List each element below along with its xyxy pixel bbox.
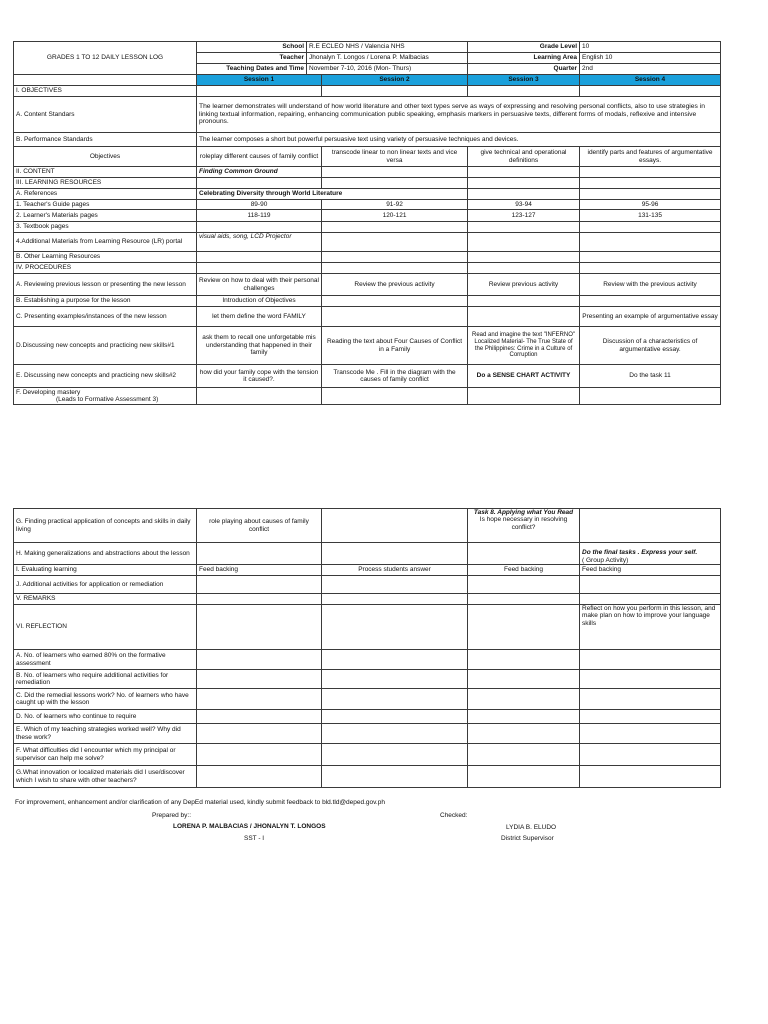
proc-a-s2: Review the previous activity xyxy=(322,274,468,296)
checked-label: Checked: xyxy=(440,812,468,819)
proc-b-s1: Introduction of Objectives xyxy=(197,296,322,307)
proc-e-s3: Do a SENSE CHART ACTIVITY xyxy=(468,365,580,388)
question-e: E. Which of my teaching strategies worked well? Why did these work? xyxy=(14,724,197,744)
lesson-log-table-page1 xyxy=(13,41,721,405)
teacher-value: Jhonalyn T. Longos / Lorena P. Malbacias xyxy=(306,53,429,63)
learning-resources-label: III. LEARNING RESOURCES xyxy=(14,178,197,189)
proc-d-label: D.Discussing new concepts and practicing new skills#1 xyxy=(14,327,197,365)
other-resources-label: B. Other Learning Resources xyxy=(14,252,197,263)
dates-label: Teaching Dates and Time xyxy=(226,65,304,73)
question-b: B. No. of learners who require additional activities for remediation xyxy=(14,670,197,689)
proc-d-s4: Discussion of a characteristics of argumentative essay. xyxy=(580,327,721,365)
question-f: F. What difficulties did I encounter which my principal or supervisor can help me solve? xyxy=(14,744,197,766)
proc-g-s3: Task 8. Applying what You Read Is hope necessary in resolving conflict? xyxy=(468,509,580,543)
proc-c-s1: let them define the word FAMILY xyxy=(197,307,322,327)
content-standards-label: A. Content Standars xyxy=(14,97,197,133)
session-1-header: Session 1 xyxy=(197,75,322,86)
references-label: A. References xyxy=(14,189,197,200)
teacher-label: Teacher xyxy=(279,54,304,62)
lesson-log-table-page2 xyxy=(13,508,721,788)
proc-e-label: E. Discussing new concepts and practicing new skills#2 xyxy=(14,365,197,388)
proc-h-label: H. Making generalizations and abstractions about the lesson xyxy=(14,543,197,565)
quarter-value: 2nd xyxy=(580,64,721,75)
proc-d-s3: Read and imagine the text "INFERNO" Localized Material- The True State of the Philippines: Crime in a Culture of Corruption xyxy=(468,327,580,365)
prepared-by-label: Prepared by:: xyxy=(152,812,192,819)
proc-d-s1: ask them to recall one unforgetable mis understanding that happened in their family xyxy=(197,327,322,365)
reflection-s4: Reflect on how you perform in this lesson, and make plan on how to improve your language skills xyxy=(580,605,721,650)
proc-i-s4: Feed backing xyxy=(580,565,721,576)
school-value: R.E ECLEO NHS / Valencia NHS xyxy=(306,42,405,52)
feedback-note: For improvement, enhancement and/or clarification of any DepEd material used, kindly submit feedback to bld.tld@deped.gov.ph xyxy=(15,799,385,806)
school-label: School xyxy=(282,43,304,51)
tg-pages-s3: 93-94 xyxy=(468,200,580,210)
proc-a-s1: Review on how to deal with their personal challenges xyxy=(197,274,322,296)
proc-i-label: I. Evaluating learning xyxy=(14,565,197,576)
proc-g-label: G. Finding practical application of concepts and skills in daily living xyxy=(14,509,197,543)
question-d: D. No. of learners who continue to require xyxy=(14,710,197,724)
proc-a-s3: Review previous activity xyxy=(468,274,580,296)
proc-h-s4: Do the final tasks . Express your self. ( Group Activity) xyxy=(580,543,721,565)
objective-s1: roleplay different causes of family conflict xyxy=(197,147,322,167)
teachers-guide-label: 1. Teacher's Guide pages xyxy=(14,200,197,210)
proc-f-label: F. Developing mastery (Leads to Formative Assessment 3) xyxy=(14,388,197,405)
proc-c-label: C. Presenting examples/instances of the new lesson xyxy=(14,307,197,327)
proc-g-s1: role playing about causes of family conflict xyxy=(197,509,322,543)
quarter-label: Quarter xyxy=(468,64,580,75)
proc-d-s2: Reading the text about Four Causes of Conflict in a Family xyxy=(322,327,468,365)
session-3-header: Session 3 xyxy=(468,75,580,86)
additional-materials-label: 4.Additional Materials from Learning Resource (LR) portal xyxy=(14,233,197,252)
question-a: A. No. of learners who earned 80% on the formative assessment xyxy=(14,650,197,670)
lm-pages-s3: 123-127 xyxy=(468,210,580,222)
session-4-header: Session 4 xyxy=(580,75,721,86)
reflection-label: VI. REFLECTION xyxy=(14,605,197,650)
proc-i-s3: Feed backing xyxy=(468,565,580,576)
learning-area-label: Learning Area xyxy=(468,53,580,64)
procedures-label: IV. PROCEDURES xyxy=(14,263,197,274)
lm-pages-s2: 120-121 xyxy=(322,210,468,222)
session-2-header: Session 2 xyxy=(322,75,468,86)
proc-b-label: B. Establishing a purpose for the lesson xyxy=(14,296,197,307)
proc-a-s4: Review with the previous activity xyxy=(580,274,721,296)
proc-c-s4: Presenting an example of argumentative essay xyxy=(580,307,721,327)
proc-j-label: J. Additional activities for application or remediation xyxy=(14,576,197,594)
grade-level-label: Grade Level xyxy=(468,42,580,53)
objective-s3: give technical and operational definitions xyxy=(468,147,580,167)
learners-materials-label: 2. Learner's Materials pages xyxy=(14,210,197,222)
question-g: G.What innovation or localized materials did I use/discover which I wish to share with other teachers? xyxy=(14,766,197,788)
checker-title: District Supervisor xyxy=(501,835,554,842)
performance-standards-label: B. Performance Standards xyxy=(14,133,197,147)
content-label: II. CONTENT xyxy=(14,167,197,178)
proc-i-s1: Feed backing xyxy=(197,565,322,576)
content-value: Finding Common Ground xyxy=(197,167,322,178)
checker-name: LYDIA B. ELUDO xyxy=(506,824,557,831)
content-standards-text: The learner demonstrates will understand of how world literature and other text types serve as ways of expressing and resolving personal conflicts, also to use strategies in linking textual information, repairing, enhancing communication public speaking, emphasis markers in persuasive texts, different forms of modals, reflexive and intensive pronouns. xyxy=(197,97,721,133)
performance-standards-text: The learner composes a short but powerful persuasive text using variety of persuasive techniques and devices. xyxy=(197,133,721,147)
proc-e-s2: Transcode Me . Fill in the diagram with the causes of family conflict xyxy=(322,365,468,388)
proc-e-s4: Do the task 11 xyxy=(580,365,721,388)
remarks-label: V. REMARKS xyxy=(14,594,197,605)
learning-area-value: English 10 xyxy=(580,53,721,64)
log-title: GRADES 1 TO 12 DAILY LESSON LOG xyxy=(14,42,197,75)
tg-pages-s2: 91-92 xyxy=(322,200,468,210)
question-c: C. Did the remedial lessons work? No. of learners who have caught up with the lesson xyxy=(14,689,197,710)
objective-s4: identify parts and features of argumentative essays. xyxy=(580,147,721,167)
objectives-heading: I. OBJECTIVES xyxy=(14,86,197,97)
proc-e-s1: how did your family cope with the tension it caused?. xyxy=(197,365,322,388)
grade-level-value: 10 xyxy=(580,42,721,53)
preparers-names: LORENA P. MALBACIAS / JHONALYN T. LONGOS xyxy=(173,823,326,830)
tg-pages-s4: 95-96 xyxy=(580,200,721,210)
tg-pages-s1: 89-90 xyxy=(197,200,322,210)
proc-a-label: A. Reviewing previous lesson or presenting the new lesson xyxy=(14,274,197,296)
references-value: Celebrating Diversity through World Literature xyxy=(197,189,468,200)
dates-value: November 7-10, 2016 (Mon- Thurs) xyxy=(306,64,411,74)
proc-i-s2: Process students answer xyxy=(322,565,468,576)
textbook-label: 3. Textbook pages xyxy=(14,222,197,233)
preparer-title: SST - I xyxy=(244,835,265,842)
objective-s2: transcode linear to non linear texts and vice versa xyxy=(322,147,468,167)
lm-pages-s4: 131-135 xyxy=(580,210,721,222)
objectives-label: Objectives xyxy=(14,147,197,167)
lm-pages-s1: 118-119 xyxy=(197,210,322,222)
additional-materials-value: visual aids, song, LCD Projector xyxy=(197,233,322,252)
